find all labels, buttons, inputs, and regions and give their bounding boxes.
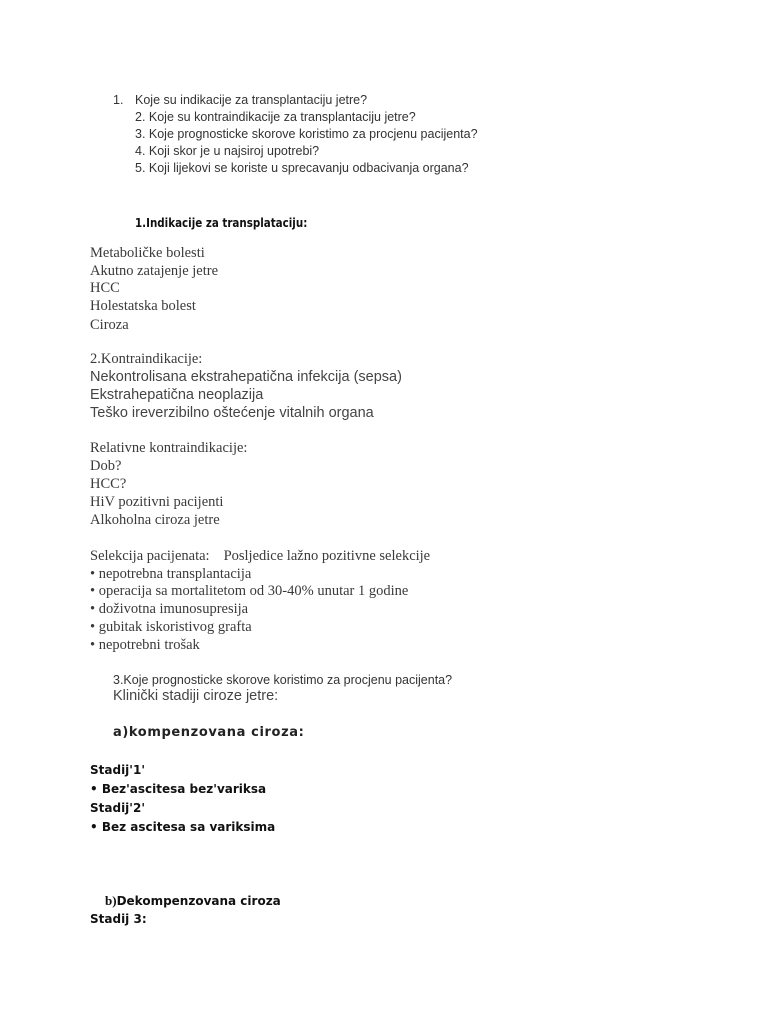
contraindication-item: Nekontrolisana ekstrahepatična infekcija (sepsa) xyxy=(90,369,402,385)
section-3-subtitle: Klinički stadiji ciroze jetre: xyxy=(113,688,279,704)
selection-bullet: • nepotrebna transplantacija xyxy=(90,566,252,582)
contraindication-item: Teško ireverzibilno oštećenje vitalnih organa xyxy=(90,405,374,421)
indication-item: Ciroza xyxy=(90,317,129,333)
decompensated-heading xyxy=(105,893,281,909)
relative-item: Dob? xyxy=(90,458,122,474)
selection-line xyxy=(90,548,430,565)
relative-item: Alkoholna ciroza jetre xyxy=(90,512,220,528)
question-3: 3. Koje prognosticke skorove koristimo za procjenu pacijenta? xyxy=(135,127,478,141)
compensated-heading: a)kompenzovana ciroza: xyxy=(113,725,305,740)
question-2: 2. Koje su kontraindikacije za transplantaciju jetre? xyxy=(135,110,416,124)
selection-bullet: • doživotna imunosupresija xyxy=(90,601,249,617)
selection-label: Selekcija pacijenata: xyxy=(90,548,210,564)
selection-bullet: • gubitak iskoristivog grafta xyxy=(90,619,252,635)
question-1-text: Koje su indikacije za transplantaciju jetre? xyxy=(135,93,368,107)
section-1-heading: 1.Indikacije za transplataciju: xyxy=(135,216,308,230)
relative-heading: Relativne kontraindikacije: xyxy=(90,440,248,456)
section-3-question: 3.Koje prognosticke skorove koristimo za procjenu pacijenta? xyxy=(113,673,453,687)
selection-bullet: • operacija sa mortalitetom od 30-40% unutar 1 godine xyxy=(90,583,409,599)
question-4: 4. Koji skor je u najsiroj upotrebi? xyxy=(135,144,320,158)
stage-1-item: • Bez'ascitesa bez'variksa xyxy=(90,782,267,796)
stage-3-label: Stadij 3: xyxy=(90,912,147,926)
decompensated-prefix: b) xyxy=(105,893,117,908)
indication-item: Metaboličke bolesti xyxy=(90,245,205,261)
decompensated-text: Dekompenzovana ciroza xyxy=(116,894,281,908)
question-1 xyxy=(113,93,367,107)
question-1-number: 1. xyxy=(113,93,124,107)
relative-item: HiV pozitivni pacijenti xyxy=(90,494,224,510)
indication-item: Akutno zatajenje jetre xyxy=(90,263,219,279)
indication-item: Holestatska bolest xyxy=(90,298,196,314)
stage-2-label: Stadij'2' xyxy=(90,801,145,815)
selection-bullet: • nepotrebni trošak xyxy=(90,637,200,653)
stage-1-label: Stadij'1' xyxy=(90,763,145,777)
relative-item: HCC? xyxy=(90,476,127,492)
question-5: 5. Koji lijekovi se koriste u sprecavanju odbacivanja organa? xyxy=(135,161,469,175)
contraindication-item: Ekstrahepatična neoplazija xyxy=(90,387,264,403)
stage-2-item: • Bez ascitesa sa variksima xyxy=(90,820,276,834)
section-2-heading: 2.Kontraindikacije: xyxy=(90,351,203,367)
selection-title: Posljedice lažno pozitivne selekcije xyxy=(223,548,431,564)
indication-item: HCC xyxy=(90,280,120,296)
